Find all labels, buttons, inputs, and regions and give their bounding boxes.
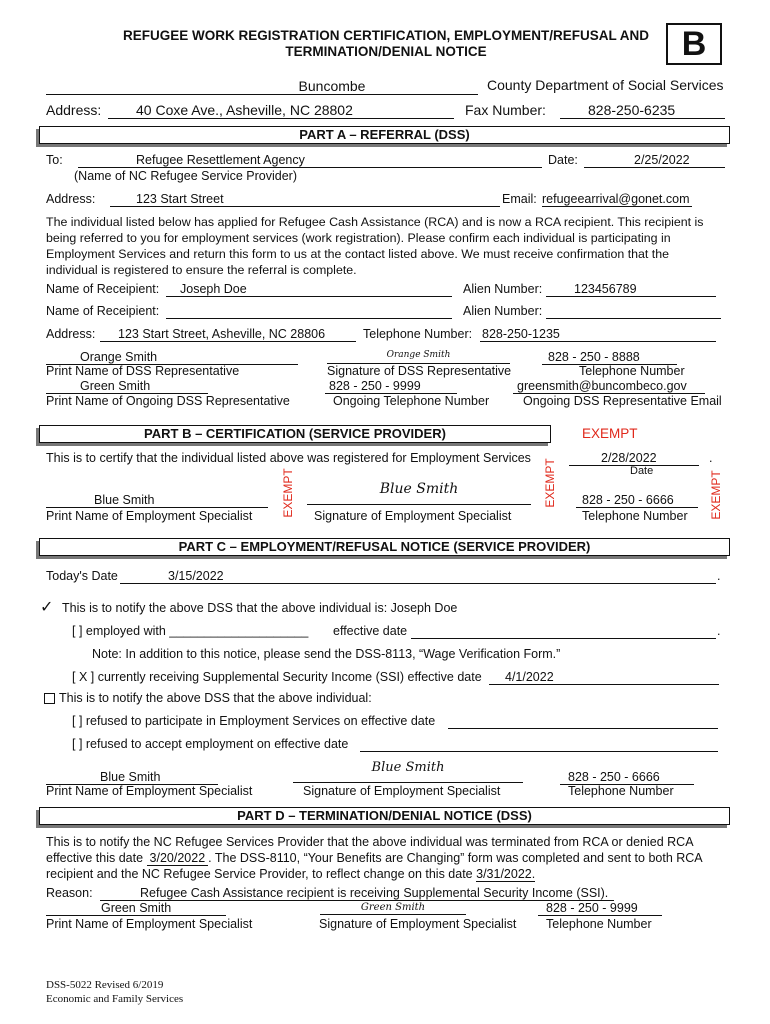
certification-date-label: Date: [630, 465, 654, 477]
date-label: Date:: [548, 153, 578, 167]
cert-spec-phone-field[interactable]: 828 - 250 - 6666: [576, 493, 698, 508]
term-spec-name-label: Print Name of Employment Specialist: [46, 917, 253, 931]
recipient2-field[interactable]: [166, 304, 452, 319]
term-spec-sig-label: Signature of Employment Specialist: [319, 917, 517, 931]
provider-address-field[interactable]: 123 Start Street: [110, 192, 500, 207]
refused-employment-line[interactable]: [ ] refused to accept employment on effective date: [72, 737, 349, 751]
part-c-header: PART C – EMPLOYMENT/REFUSAL NOTICE (SERVICE PROVIDER): [39, 538, 730, 556]
term-spec-phone-field[interactable]: 828 - 250 - 9999: [538, 901, 662, 916]
period-mark: .: [709, 451, 713, 465]
form-letter-box: B: [666, 23, 722, 65]
emp-spec-signature: Blue Smith: [371, 760, 445, 775]
cert-spec-signature: Blue Smith: [379, 481, 459, 497]
cert-spec-signature-field[interactable]: [307, 480, 531, 505]
fax-label: Fax Number:: [465, 102, 546, 118]
dss-rep-phone-label: Telephone Number: [579, 364, 685, 378]
term-spec-name-field[interactable]: Green Smith: [46, 901, 226, 916]
cert-spec-name-field[interactable]: Blue Smith: [46, 493, 268, 508]
emp-spec-name-field[interactable]: Blue Smith: [46, 770, 218, 785]
exempt-vertical-3: EXEMPT: [709, 470, 723, 520]
emp-spec-phone-field[interactable]: 828 - 250 - 6666: [560, 770, 694, 785]
termination-paragraph: This is to notify the NC Refugee Services Provider that the above individual was terminated from RCA or denied RCA effective this date 3/20/2022 . The DSS-8110, “Your Benefits are Changing” form was completed and sent to both RCA recipient and the NC Refugee Service Provider, to reflect change on this date 3/31/2022.: [46, 835, 703, 881]
telephone-label: Telephone Number:: [363, 327, 473, 341]
employed-effective-label: effective date: [333, 624, 408, 638]
ssi-line[interactable]: [ X ] currently receiving Supplemental Security Income (SSI) effective date: [72, 670, 482, 684]
ongoing-rep-name-field[interactable]: Green Smith: [46, 379, 208, 394]
recipient1-label: Name of Receipient:: [46, 282, 160, 296]
recipient-telephone-field[interactable]: 828-250-1235: [480, 327, 716, 342]
alien1-field[interactable]: 123456789: [546, 282, 716, 297]
employed-effective-date-field[interactable]: [411, 624, 716, 639]
alien2-label: Alien Number:: [463, 304, 543, 318]
part-a-header: PART A – REFERRAL (DSS): [39, 126, 730, 144]
termination-date-field[interactable]: 3/20/2022: [147, 851, 209, 866]
notify-refusal-text: This is to notify the above DSS that the above individual:: [59, 691, 372, 705]
referral-date-field[interactable]: 2/25/2022: [584, 153, 725, 168]
emp-spec-sig-label: Signature of Employment Specialist: [303, 784, 501, 798]
exempt-label-top: EXEMPT: [582, 426, 638, 441]
footer-form-number: DSS-5022 Revised 6/2019: [46, 979, 164, 991]
refused-participate-line[interactable]: [ ] refused to participate in Employment Services on effective date: [72, 714, 436, 728]
email-label: Email:: [502, 192, 537, 206]
part-b-header: PART B – CERTIFICATION (SERVICE PROVIDER): [39, 425, 551, 443]
address-label: Address:: [46, 102, 102, 118]
ongoing-rep-name-label: Print Name of Ongoing DSS Representative: [46, 394, 290, 408]
to-field[interactable]: Refugee Resettlement Agency: [78, 153, 542, 168]
recipient1-field[interactable]: Joseph Doe: [166, 282, 452, 297]
cert-spec-name-label: Print Name of Employment Specialist: [46, 509, 253, 523]
refused-participate-date-field[interactable]: [448, 714, 718, 729]
ssi-effective-date-field[interactable]: 4/1/2022: [489, 670, 719, 685]
county-label: County Department of Social Services: [487, 77, 724, 93]
emp-spec-name-label: Print Name of Employment Specialist: [46, 784, 253, 798]
emp-spec-signature-field[interactable]: [293, 760, 523, 783]
alien2-field[interactable]: [546, 304, 721, 319]
referral-paragraph: The individual listed below has applied for Refugee Cash Assistance (RCA) and is now a RCA recipient. This recipient is being referred to you for employment services (work registration). Please confirm each individual is participating in Employment Services and return this form to us at the contact listed above. We must receive confirmation that the individual is registered to ensure the referral is complete.: [46, 215, 704, 277]
footer-division: Economic and Family Services: [46, 993, 184, 1005]
to-sublabel: (Name of NC Refugee Service Provider): [74, 169, 297, 183]
period-mark: .: [717, 624, 721, 638]
term-spec-phone-label: Telephone Number: [546, 917, 652, 931]
today-date-field[interactable]: 3/15/2022: [120, 569, 716, 584]
cert-spec-phone-label: Telephone Number: [582, 509, 688, 523]
reason-field[interactable]: Refugee Cash Assistance recipient is receiving Supplemental Security Income (SSI).: [100, 886, 614, 901]
to-label: To:: [46, 153, 63, 167]
employed-with-line[interactable]: [ ] employed with ____________________: [72, 624, 309, 638]
period-mark: .: [717, 569, 721, 583]
term-spec-signature: Green Smith: [360, 902, 426, 913]
dss-rep-sig-label: Signature of DSS Representative: [327, 364, 512, 378]
ongoing-phone-field[interactable]: 828 - 250 - 9999: [325, 379, 457, 394]
change-date-field[interactable]: 3/31/2022.: [476, 867, 536, 881]
form-title: REFUGEE WORK REGISTRATION CERTIFICATION, EMPLOYMENT/REFUSAL AND: [123, 28, 649, 43]
fax-number-field[interactable]: 828-250-6235: [560, 102, 725, 119]
provider-email-field[interactable]: refugeearrival@gonet.com: [542, 192, 692, 207]
alien1-label: Alien Number:: [463, 282, 543, 296]
provider-address-label: Address:: [46, 192, 96, 206]
wage-verification-note: Note: In addition to this notice, please send the DSS-8113, “Wage Verification Form.”: [92, 647, 561, 661]
refused-employment-date-field[interactable]: [360, 737, 718, 752]
dss-rep-name-label: Print Name of DSS Representative: [46, 364, 240, 378]
dss-rep-phone-field[interactable]: 828 - 250 - 8888: [542, 350, 677, 365]
certify-text: This is to certify that the individual listed above was registered for Employment Services: [46, 451, 531, 465]
emp-spec-phone-label: Telephone Number: [568, 784, 674, 798]
today-date-label: Today's Date: [46, 569, 118, 583]
exempt-vertical-1: EXEMPT: [281, 468, 295, 518]
reason-label: Reason:: [46, 886, 93, 900]
form-title-line2: TERMINATION/DENIAL NOTICE: [285, 44, 487, 59]
dss-rep-signature-field[interactable]: [327, 346, 510, 364]
recipient-address-label: Address:: [46, 327, 96, 341]
dss-rep-signature: Orange Smith: [386, 350, 451, 360]
notify-employed-text: This is to notify the above DSS that the above individual is: Joseph Doe: [62, 601, 458, 615]
part-d-header: PART D – TERMINATION/DENIAL NOTICE (DSS): [39, 807, 730, 825]
exempt-vertical-2: EXEMPT: [543, 458, 557, 508]
ongoing-phone-label: Ongoing Telephone Number: [333, 394, 490, 408]
county-name-field[interactable]: Buncombe: [46, 78, 478, 95]
term-spec-signature-field[interactable]: [320, 899, 466, 915]
ongoing-email-field[interactable]: greensmith@buncombeco.gov: [513, 379, 705, 394]
certification-date-field[interactable]: 2/28/2022: [569, 451, 699, 466]
refusal-checkbox[interactable]: [44, 693, 55, 704]
recipient-address-field[interactable]: 123 Start Street, Asheville, NC 28806: [100, 327, 356, 342]
recipient2-label: Name of Receipient:: [46, 304, 160, 318]
dss-address-field[interactable]: 40 Coxe Ave., Asheville, NC 28802: [108, 102, 454, 119]
cert-spec-sig-label: Signature of Employment Specialist: [314, 509, 512, 523]
dss-rep-name-field[interactable]: Orange Smith: [46, 350, 298, 365]
check-mark-icon[interactable]: ✓: [40, 599, 54, 616]
ongoing-email-label: Ongoing DSS Representative Email: [523, 394, 722, 408]
